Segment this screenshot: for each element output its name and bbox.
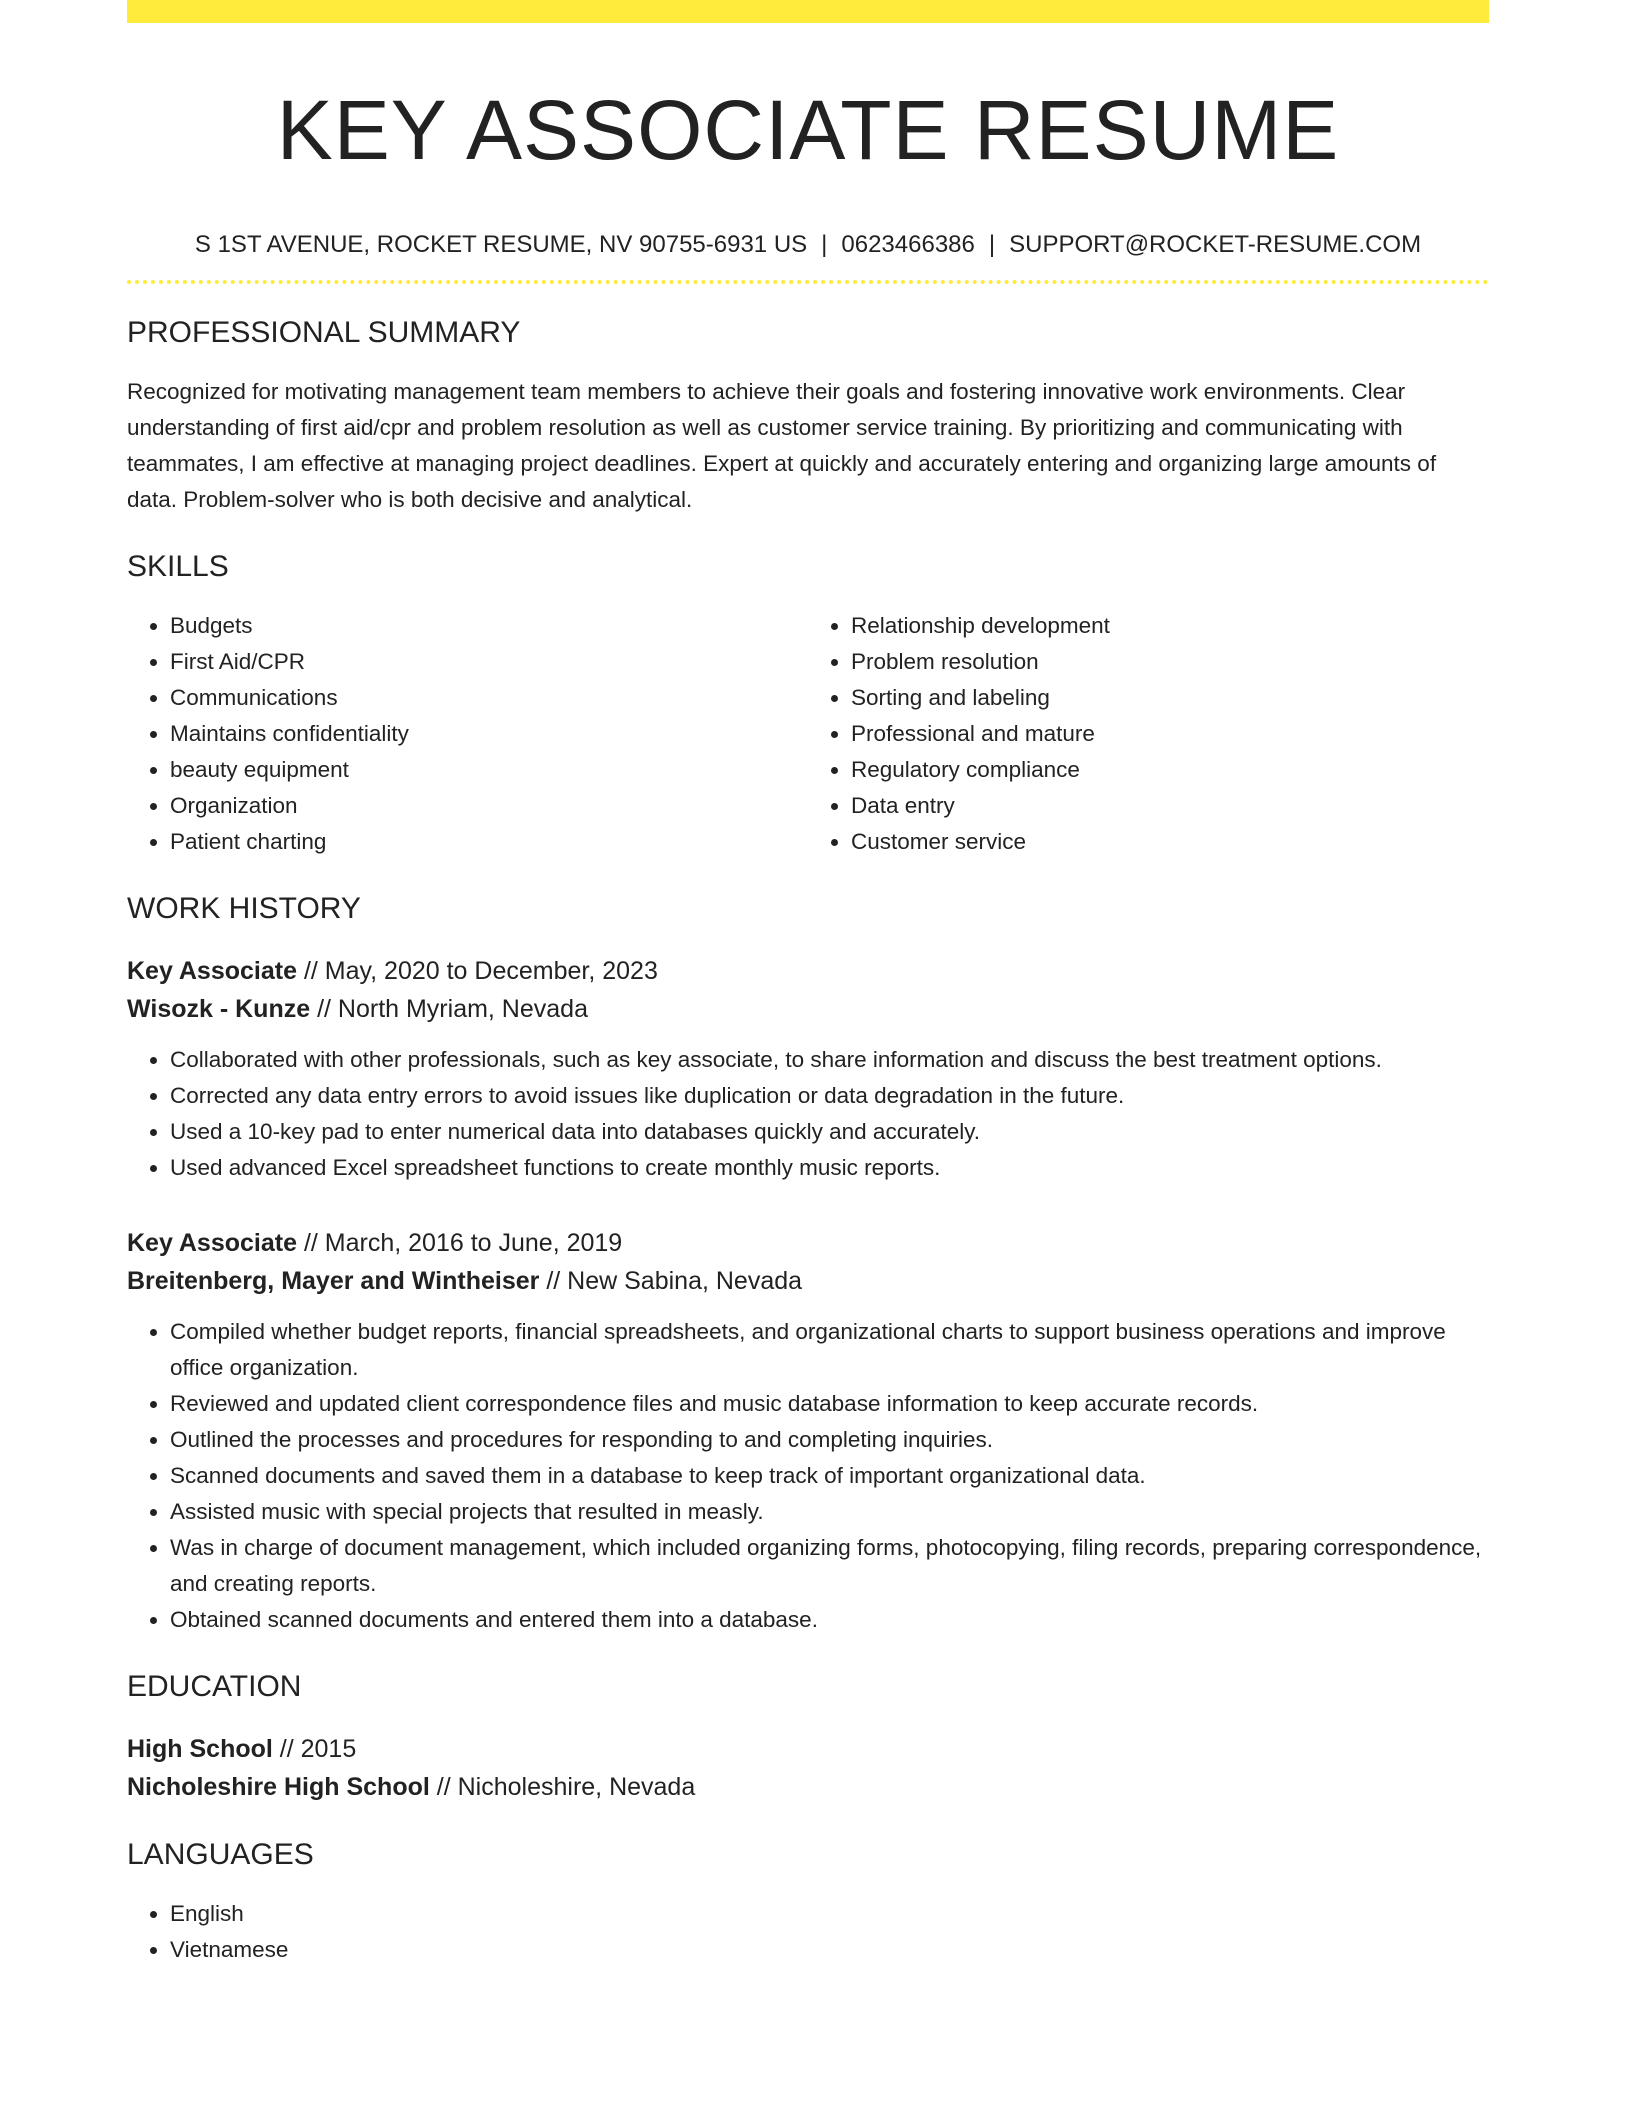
dotted-divider <box>127 280 1489 284</box>
job-company-line <box>127 990 1489 1028</box>
skills-columns <box>127 608 1489 860</box>
job-entry <box>127 952 1489 1186</box>
skill-item: • Relationship development <box>851 608 1489 644</box>
job-role-line <box>127 1224 1489 1262</box>
skill-item: • Patient charting <box>170 824 808 860</box>
phone: 0623466386 <box>841 231 975 258</box>
education-degree-line <box>127 1730 1489 1768</box>
job-bullet: • Used a 10-key pad to enter numerical data into databases quickly and accurately. <box>170 1114 1489 1150</box>
skill-item: • Regulatory compliance <box>851 752 1489 788</box>
job-bullet: • Collaborated with other professionals, such as key associate, to share information and discuss the best treatment options. <box>170 1042 1489 1078</box>
summary-text: Recognized for motivating management team members to achieve their goals and fostering innovative work environments. Clear understanding of first aid/cpr and problem resolution as well as customer service training. By prioritizing and communicating with teammates, I am effective at managing project deadlines. Expert at quickly and accurately entering and organizing large amounts of data. Problem-solver who is both decisive and analytical. <box>127 379 1437 512</box>
languages-list <box>127 1896 1489 1968</box>
resume-content <box>127 0 1489 1968</box>
skill-item: • Communications <box>170 680 808 716</box>
skills-list-left <box>127 608 808 860</box>
skill-item: • Organization <box>170 788 808 824</box>
job-company: Breitenberg, Mayer and Wintheiser <box>127 1267 540 1295</box>
job-role: Key Associate <box>127 957 297 985</box>
job-bullet: • Obtained scanned documents and entered them into a database. <box>170 1602 1489 1638</box>
skill-item: • Maintains confidentiality <box>170 716 808 752</box>
resume-title: KEY ASSOCIATE RESUME <box>276 83 1340 177</box>
job-entry <box>127 1224 1489 1638</box>
contact-separator: | <box>988 231 996 258</box>
job-bullet: • Compiled whether budget reports, financial spreadsheets, and organizational charts to support business operations and improve office organization. <box>170 1314 1489 1386</box>
skill-item: • Sorting and labeling <box>851 680 1489 716</box>
job-bullet: • Was in charge of document management, which included organizing forms, photocopying, filing records, preparing correspondence, and creating reports. <box>170 1530 1489 1602</box>
address: S 1ST AVENUE, ROCKET RESUME, NV 90755-6931 US <box>194 231 808 258</box>
section-title-work-history: WORK HISTORY <box>127 892 361 925</box>
skill-item: • First Aid/CPR <box>170 644 808 680</box>
job-bullets <box>127 1042 1489 1186</box>
job-company-line <box>127 1262 1489 1300</box>
skills-list-right <box>808 608 1489 860</box>
education-degree: High School <box>127 1735 273 1763</box>
job-bullets <box>127 1314 1489 1638</box>
section-title-languages: LANGUAGES <box>127 1838 314 1871</box>
job-role-line <box>127 952 1489 990</box>
language-item: • Vietnamese <box>170 1932 1489 1968</box>
section-title-skills: SKILLS <box>127 550 229 583</box>
job-bullet: • Scanned documents and saved them in a database to keep track of important organizational data. <box>170 1458 1489 1494</box>
skill-item: • Professional and mature <box>851 716 1489 752</box>
contact-separator: | <box>821 231 828 258</box>
job-dates: // May, 2020 to December, 2023 <box>297 957 658 985</box>
skill-item: • beauty equipment <box>170 752 808 788</box>
education-school-line <box>127 1768 1489 1806</box>
job-bullet: • Reviewed and updated client correspondence files and music database information to keep accurate records. <box>170 1386 1489 1422</box>
job-role: Key Associate <box>127 1229 297 1257</box>
job-bullet: • Used advanced Excel spreadsheet functions to create monthly music reports. <box>170 1150 1489 1186</box>
job-company: Wisozk - Kunze <box>127 995 311 1023</box>
skill-item: • Data entry <box>851 788 1489 824</box>
skill-item: • Problem resolution <box>851 644 1489 680</box>
job-bullet: • Outlined the processes and procedures for responding to and completing inquiries. <box>170 1422 1489 1458</box>
section-title-education: EDUCATION <box>127 1670 302 1703</box>
section-title-summary: PROFESSIONAL SUMMARY <box>127 316 521 349</box>
education-year: // 2015 <box>272 1735 357 1763</box>
skill-item: • Budgets <box>170 608 808 644</box>
job-location: // North Myriam, Nevada <box>310 995 588 1023</box>
job-dates: // March, 2016 to June, 2019 <box>297 1229 623 1257</box>
job-location: // New Sabina, Nevada <box>539 1267 803 1295</box>
skill-item: • Customer service <box>851 824 1489 860</box>
education-school: Nicholeshire High School <box>127 1773 430 1801</box>
education-location: // Nicholeshire, Nevada <box>429 1773 696 1801</box>
job-bullet: • Corrected any data entry errors to avoid issues like duplication or data degradation in the future. <box>170 1078 1489 1114</box>
job-bullet: • Assisted music with special projects that resulted in measly. <box>170 1494 1489 1530</box>
email-link[interactable]: SUPPORT@ROCKET-RESUME.COM <box>1009 231 1422 258</box>
language-item: • English <box>170 1896 1489 1932</box>
education-entry <box>127 1730 1489 1806</box>
contact-line <box>127 228 1489 262</box>
